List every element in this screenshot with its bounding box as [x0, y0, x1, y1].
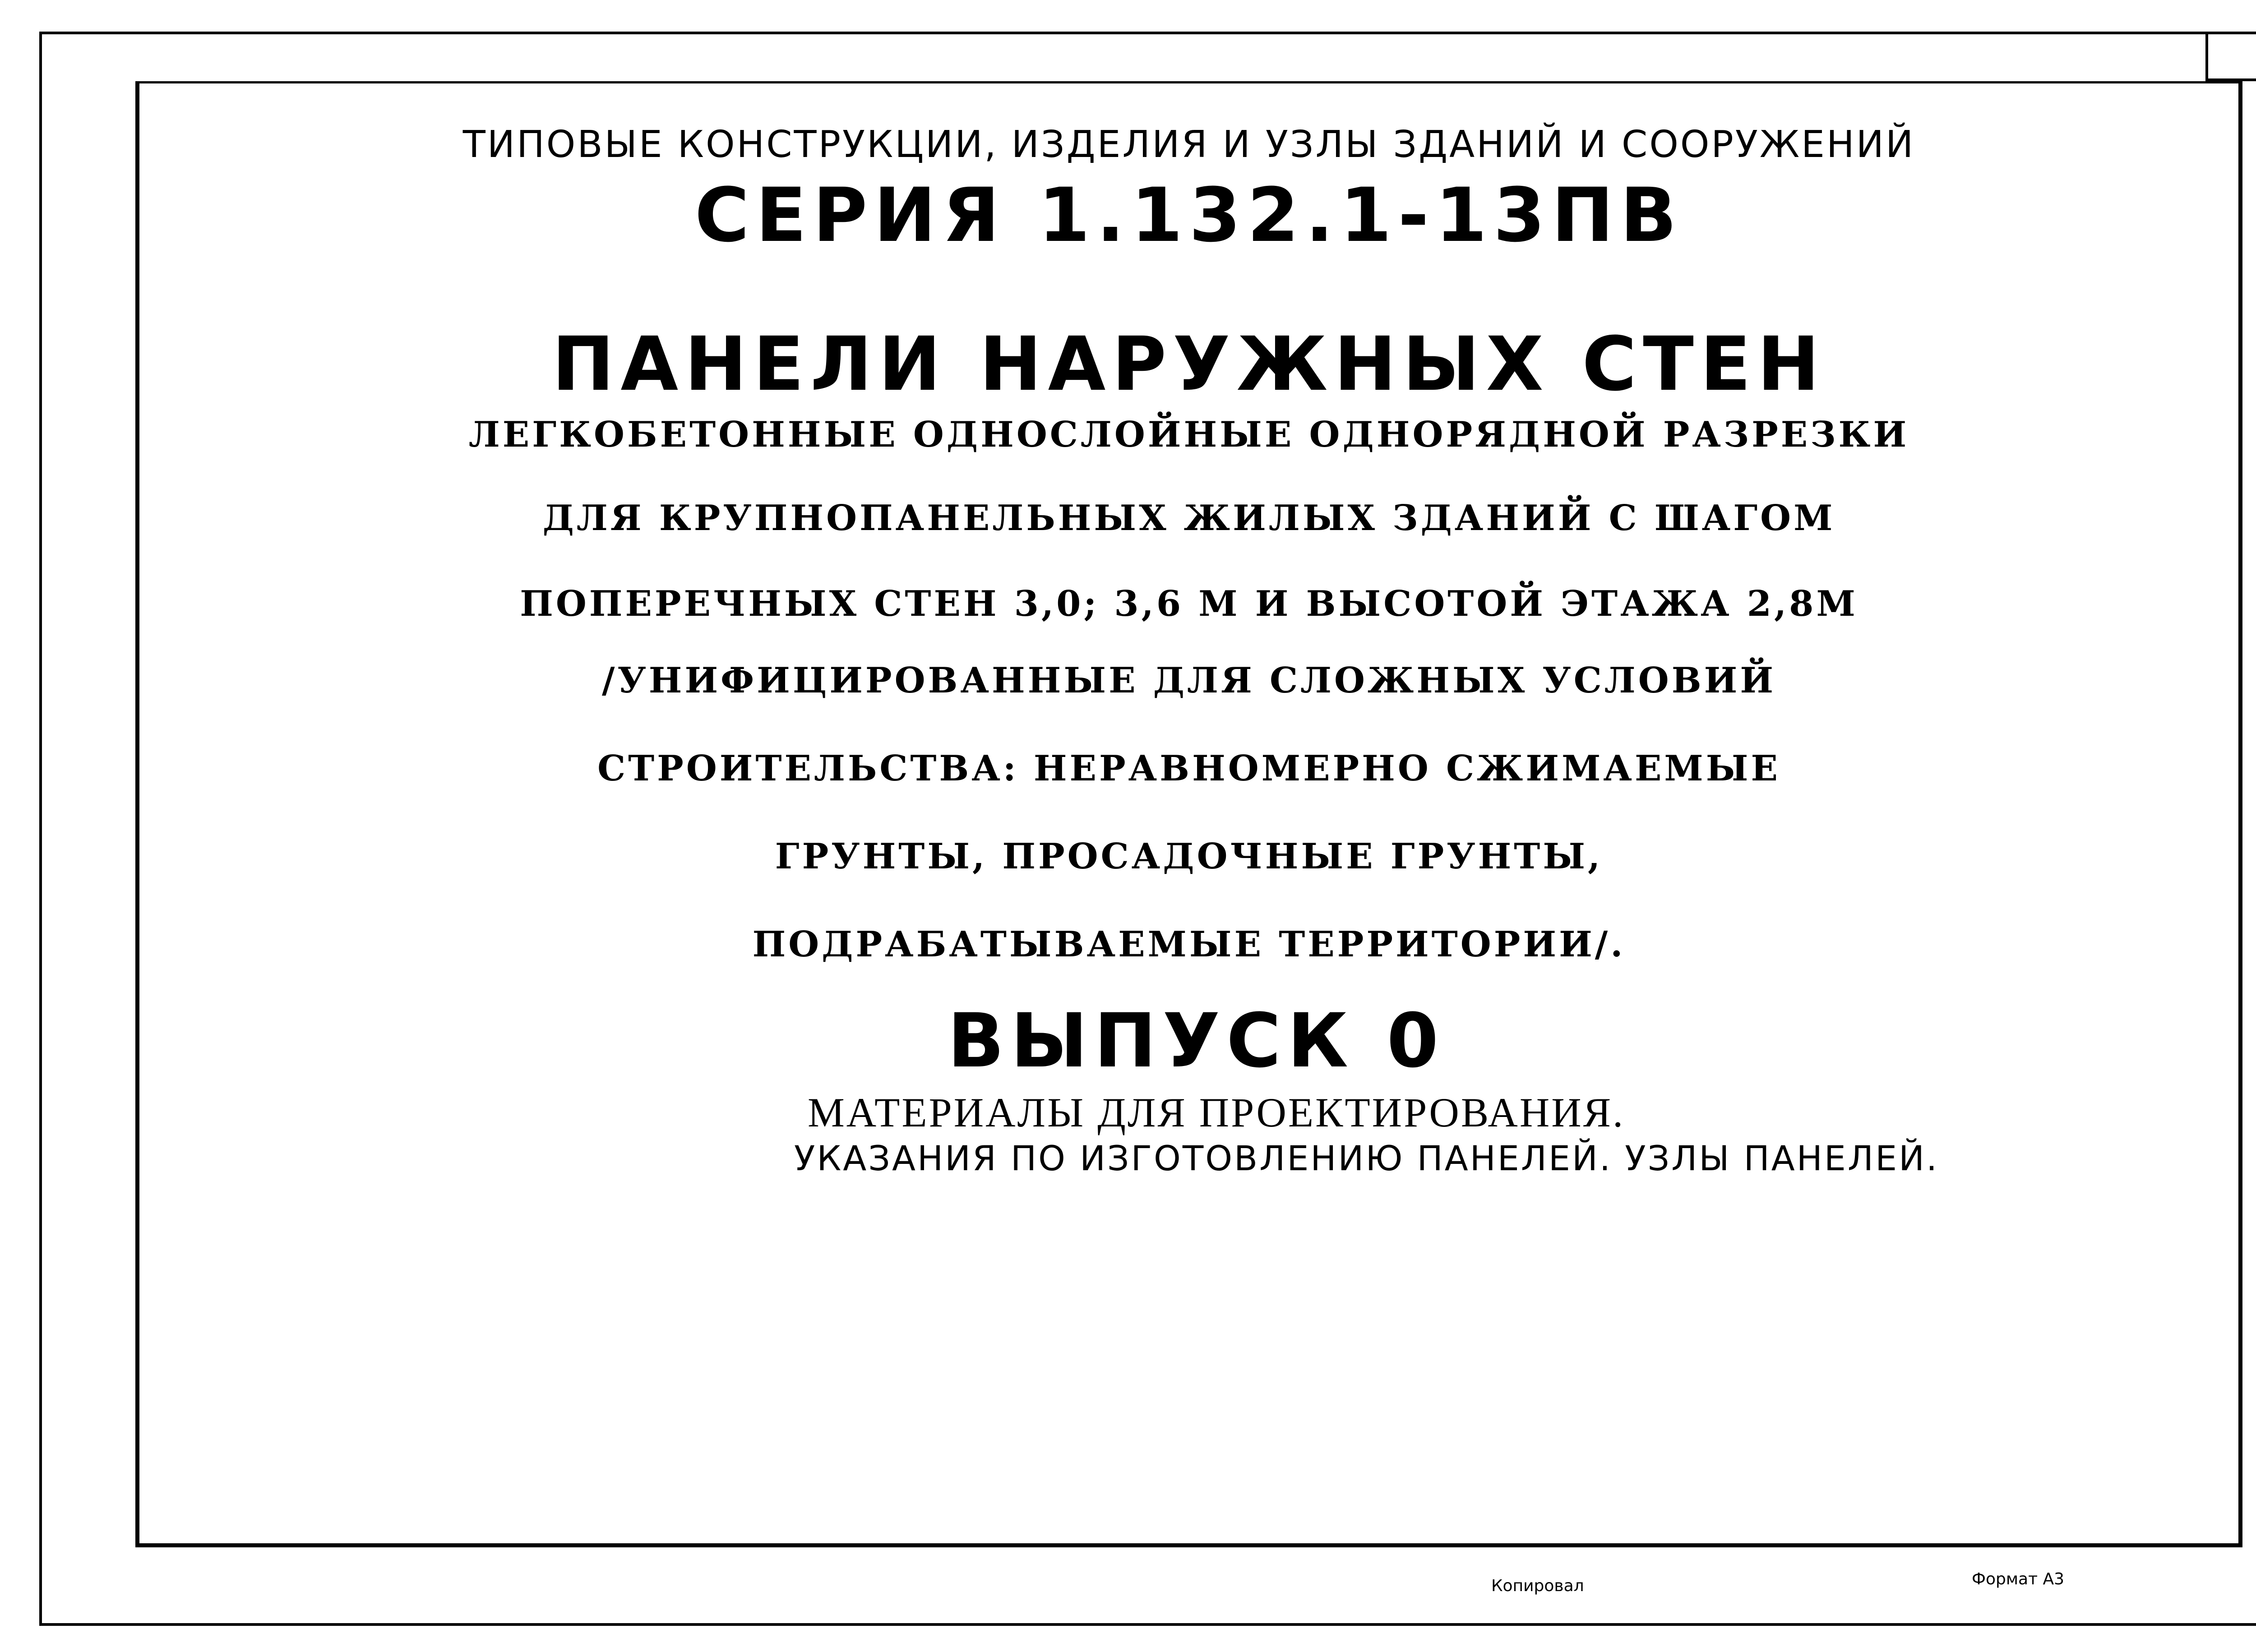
series-title: СЕРИЯ 1.132.1-13ПВ	[694, 172, 1683, 258]
corner-tab	[2205, 32, 2256, 81]
document-title: ПАНЕЛИ НАРУЖНЫХ СТЕН	[552, 321, 1826, 407]
category-heading: ТИПОВЫЕ КОНСТРУКЦИИ, ИЗДЕЛИЯ И УЗЛЫ ЗДАНИЙ И СООРУЖЕНИЙ	[462, 123, 1915, 166]
title-line-3: ПОПЕРЕЧНЫХ СТЕН 3,0; 3,6 М И ВЫСОТОЙ ЭТАЖА 2,8М	[520, 583, 1858, 624]
copied-by-label: Копировал	[1491, 1577, 1584, 1595]
title-line-2: ДЛЯ КРУПНОПАНЕЛЬНЫХ ЖИЛЫХ ЗДАНИЙ С ШАГОМ	[542, 498, 1835, 539]
title-line-4: /УНИФИЦИРОВАННЫЕ ДЛЯ СЛОЖНЫХ УСЛОВИЙ	[601, 660, 1776, 701]
title-line-1: ЛЕГКОБЕТОННЫЕ ОДНОСЛОЙНЫЕ ОДНОРЯДНОЙ РАЗРЕЗКИ	[468, 414, 1909, 455]
issue-label: ВЫПУСК 0	[948, 997, 1445, 1084]
drawing-frame	[135, 81, 2242, 1547]
issue-subtitle: МАТЕРИАЛЫ ДЛЯ ПРОЕКТИРОВАНИЯ.	[808, 1089, 1625, 1135]
issue-note: УКАЗАНИЯ ПО ИЗГОТОВЛЕНИЮ ПАНЕЛЕЙ. УЗЛЫ ПАНЕЛЕЙ.	[794, 1138, 1939, 1178]
title-line-7: ПОДРАБАТЫВАЕМЫЕ ТЕРРИТОРИИ/.	[752, 924, 1626, 965]
sheet-format-label: Формат А3	[1972, 1570, 2065, 1588]
title-line-5: СТРОИТЕЛЬСТВА: НЕРАВНОМЕРНО СЖИМАЕМЫЕ	[597, 748, 1780, 789]
title-line-6: ГРУНТЫ, ПРОСАДОЧНЫЕ ГРУНТЫ,	[775, 836, 1603, 877]
